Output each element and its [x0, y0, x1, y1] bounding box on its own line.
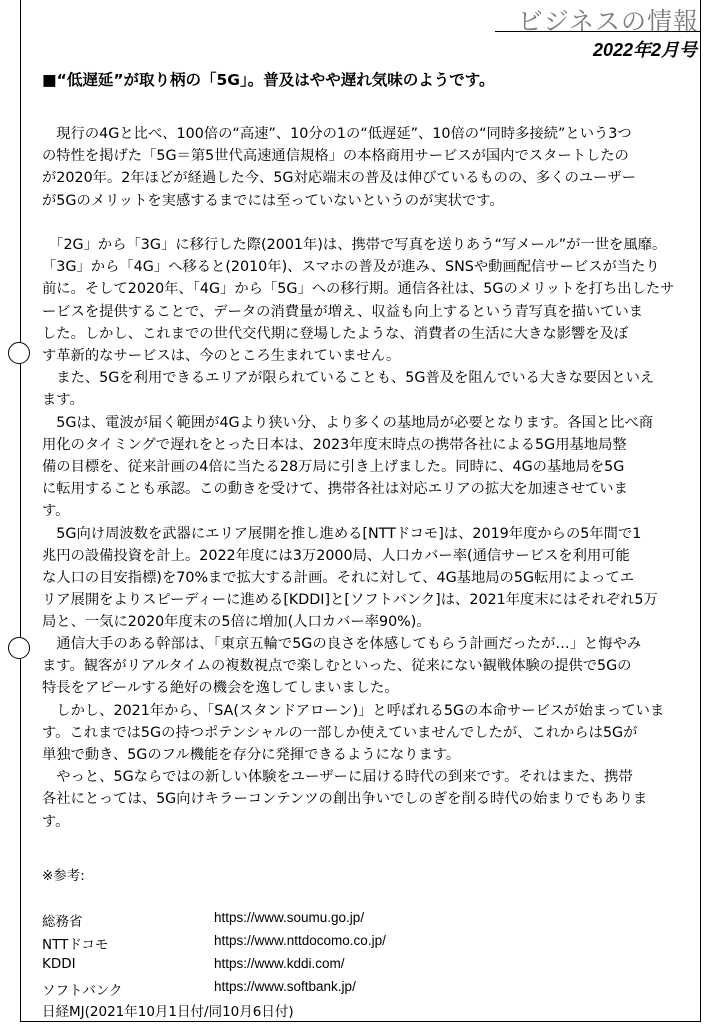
section-title: ビジネスの情報	[517, 7, 699, 36]
reference-url: https://www.kddi.com/	[214, 956, 345, 971]
reference-name: ソフトバンク	[42, 983, 123, 999]
reference-url: https://www.nttdocomo.co.jp/	[214, 933, 386, 948]
text-line: また、5Gを利用できるエリアが限られていることも、5G普及を阻んでいる大きな要因といえ	[42, 370, 655, 387]
text-line: 「3G」から「4G」へ移ると(2010年)、スマホの普及が進み、SNSや動画配信サービスが当たり	[42, 259, 660, 276]
text-line: ービスを提供することで、データの消費量が増え、収益も向上するという青写真を描いていま	[42, 303, 644, 320]
text-line: ます。	[42, 392, 84, 409]
reference-url: https://www.softbank.jp/	[214, 979, 356, 994]
text-line: 単独で動き、5Gのフル機能を存分に発揮できるようになります。	[42, 747, 461, 764]
reference-name: KDDI	[42, 956, 76, 972]
text-line: やっと、5Gならではの新しい体験をユーザーに届ける時代の到来です。それはまた、携帯	[42, 769, 633, 786]
issue-date: 2022年2月号	[592, 40, 697, 60]
closing-paragraphs	[42, 633, 690, 833]
text-line: しかし、2021年から、「SA(スタンドアローン)」と呼ばれる5Gの本命サービスが始まっていま	[42, 702, 665, 719]
text-line: ます。観客がリアルタイムの複数視点で楽しむといった、従来にない観戦体験の提供で5Gの	[42, 658, 632, 675]
text-line: 通信大手のある幹部は、「東京五輪で5Gの良さを体感してもらう計画だったが…」と悔やみ	[42, 636, 642, 652]
headline: ■“低遅延”が取り柄の「5G」。普及はやや遅れ気味のようです。	[42, 71, 495, 89]
text-line: 「2G」から「3G」に移行した際(2001年)は、携帯で写真を送りあう“写メール”が一世を風靡。	[42, 237, 667, 253]
reference-name: NTTドコモ	[42, 937, 109, 953]
text-line: す。	[42, 813, 70, 830]
binder-hole-lower	[8, 637, 30, 659]
text-line: 各社にとっては、5G向けキラーコンテンツの創出争いでしのぎを削る時代の始まりでもありま	[42, 791, 648, 808]
text-line: 兆円の設備投資を計上。2022年度には3万2000局、人口カバー率(通信サービスを利用可能	[42, 547, 630, 564]
text-line: 備の目標を、従来計画の4倍に当たる28万局に引き上げました。同時に、4Gの基地局を5G	[42, 459, 625, 476]
text-line: 局と、一気に2020年度末の5倍に増加(人口カバー率90%)。	[42, 614, 431, 631]
text-line: リア展開をよりスピーディーに進める[KDDI]と[ソフトバンク]は、2021年度末にはそれぞれ5万	[42, 592, 658, 609]
text-line: に転用することも承認。この動きを受けて、携帯各社は対応エリアの拡大を加速させていま	[42, 481, 628, 498]
text-line: 5G向け周波数を武器にエリア展開を推し進める[NTTドコモ]は、2019年度からの5年間で1	[42, 525, 642, 542]
references-heading: ※参考:	[42, 868, 85, 884]
text-line: す。これまでは5Gの持つポテンシャルの一部しか使えていませんでしたが、これからは5Gが	[42, 724, 638, 741]
text-line: 現行の4Gと比べ、100倍の“高速”、10分の1の“低遅延”、10倍の“同時多接続”という3つ	[42, 126, 632, 142]
intro-paragraph	[42, 123, 690, 212]
reference-url: https://www.soumu.go.jp/	[214, 910, 365, 925]
text-line: す革新的なサービスは、今のところ生まれていません。	[42, 348, 401, 365]
text-line: 前に。そして2020年、「4G」から「5G」への移行期。通信各社は、5Gのメリットを打ち出したサ	[42, 281, 675, 298]
text-line: 用化のタイミングで遅れをとった日本は、2023年度末時点の携帯各社による5G用基地局整	[42, 436, 627, 453]
text-line: す。	[42, 503, 70, 520]
text-line: の特性を掲げた「5G＝第5世代高速通信規格」の本格商用サービスが国内でスタートしたの	[42, 148, 629, 165]
binder-hole-upper	[8, 342, 30, 364]
text-line: が5Gのメリットを実感するまでには至っていないというのが実状です。	[42, 192, 504, 209]
reference-source: 日経MJ(2021年10月1日付/同10月6日付)	[42, 1004, 294, 1020]
text-line: 5Gは、電波が届く範囲が4Gより狭い分、より多くの基地局が必要となります。各国と比べ商	[42, 414, 654, 431]
text-line: した。しかし、これまでの世代交代期に登場したような、消費者の生活に大きな影響を及ぼ	[42, 325, 629, 342]
text-line: な人口の目安指標)を70%まで拡大する計画。それに対して、4G基地局の5G転用によってエ	[42, 570, 635, 587]
text-line: 特長をアピールする絶好の機会を逸してしまいました。	[42, 680, 399, 697]
header-rule	[495, 31, 701, 32]
reference-name: 総務省	[42, 914, 83, 930]
text-line: が2020年。2年ほどが経過した今、5G対応端末の普及は伸びているものの、多くのユーザー	[42, 170, 637, 187]
body-paragraphs	[42, 234, 690, 634]
